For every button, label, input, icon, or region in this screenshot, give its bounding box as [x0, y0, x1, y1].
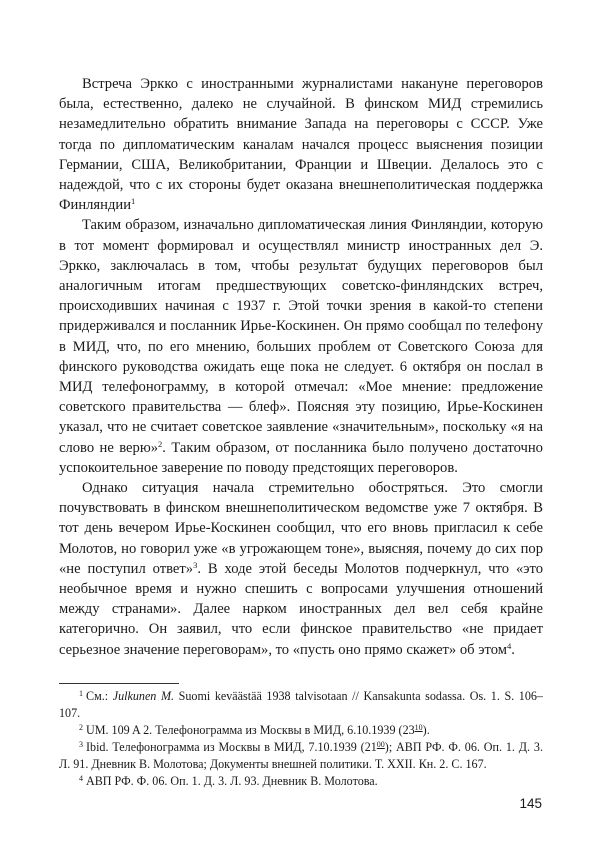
footnote-ref-3[interactable]: 3: [193, 559, 198, 570]
footnote-4: $^4$ АВП РФ. Ф. 06. Оп. 1. Д. 3. Л. 93. Дневник В. Молотова.: [79, 774, 378, 788]
footnote-3: $^3$ Ibid. Телефонограмма из Москвы в МИД, 7.10.1939 $(21^{00})$; АВП РФ. Ф. 06. Оп. 1. Д. 3. Л. 91. Дневник В. Молотова; Документы внешней политики. Т. XXII. Кн. 2. С. 167.: [59, 740, 543, 771]
paragraph-2: Таким образом, изначально дипломатическая линия Финляндии, которую в тот момент формировал и осуществлял министр иностранных дел Э. Эркко, заключалась в том, чтобы результат будущих переговоров был аналогичным итогам предшествующих советско-финляндских встреч, происходивших начиная с 1937 г. Этой точки зрения в какой-то степени придерживался и посланник Ирье-Коскинен. Он прямо сообщал по телефону в МИД, что, по его мнению, больших проблем от Советского Союза для финского руководства ожидать еще пока не следует. 6 октября он послал в МИД телефонограмму, в которой отмечал: «Мое мнение: предложение советского правительства — блеф». Поясняя эту позицию, Ирье-Коскинен указал, что не считает советское заявление «значительным», поскольку «я на слово не верю»$^2$. Таким образом, от посланника было получено достаточно успокоительное заверение по поводу предстоящих переговоров.: [59, 217, 543, 476]
footnote-1: $^1$ См.: Julkunen M. Suomi keväästää 1938 talvisotaan // Kansakunta sodassa. Os. 1. S. 106–107.: [59, 689, 543, 720]
paragraph-1: Встреча Эркко с иностранными журналистами накануне переговоров была, естественно, далеко не случайной. В финском МИД стремились незамедлительно обратить внимание Запада на переговоры с СССР. Уже тогда по дипломатическим каналам начался процесс выяснения позиции Германии, США, Великобритании, Франции и Швеции. Делалось это с надеждой, что с их стороны будет оказана внешнеполитическая поддержка Финляндии$^1$: [59, 76, 543, 214]
footnote-ref-1[interactable]: 1: [131, 196, 136, 207]
footnotes: [59, 688, 543, 790]
footnote-2: $^2$ UM. 109 A 2. Телефонограмма из Москвы в МИД, 6.10.1939 $(23^{10})$.: [79, 723, 430, 737]
footnote-divider: [59, 683, 179, 684]
main-text: [59, 74, 543, 660]
page-number: 145: [519, 796, 542, 811]
paragraph-3: Однако ситуация начала стремительно обостряться. Это смогли почувствовать в финском внешнеполитическом ведомстве уже 7 октября. В тот день вечером Ирье-Коскинен сообщил, что его вновь пригласил к себе Молотов, но говорил уже «в угрожающем тоне», выясняя, почему до сих пор «не поступил ответ»$^3$. В ходе этой беседы Молотов подчеркнул, что «это необычное время и нужно спешить с вопросами улучшения отношений между странами». Далее нарком иностранных дел вел себя крайне категорично. Он заявил, что если финское правительство «не придает серьезное значение переговорам», то «пусть оно прямо скажет» об этом$^4$.: [59, 480, 543, 658]
footnote-ref-4[interactable]: 4: [506, 640, 512, 651]
footnote-ref-2[interactable]: 2: [158, 438, 163, 449]
